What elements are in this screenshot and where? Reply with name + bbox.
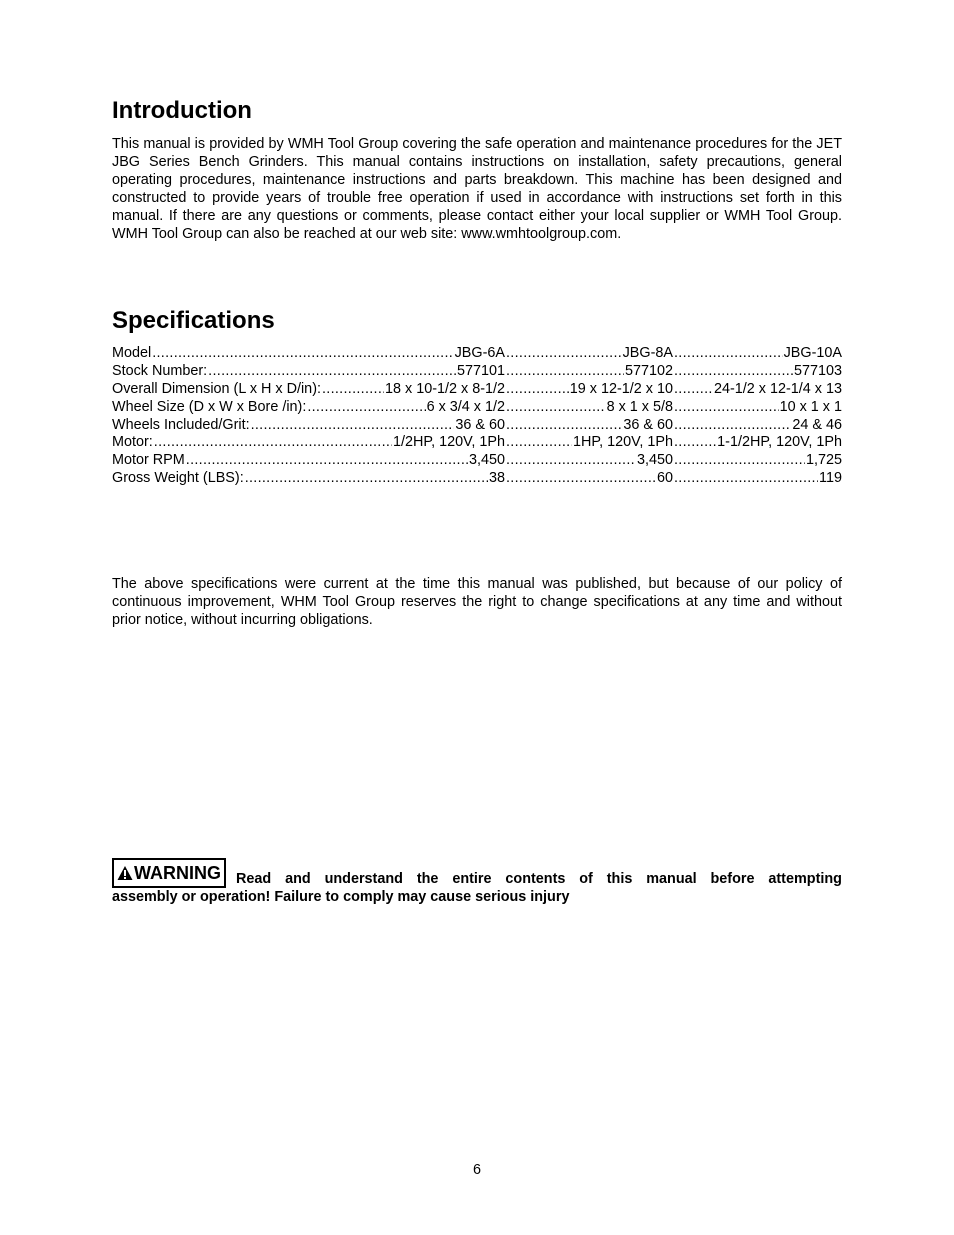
spec-value: 1-1/2HP, 120V, 1Ph (717, 434, 842, 451)
spec-value: 36 & 60 (623, 416, 673, 433)
dot-leader (152, 345, 453, 363)
spec-label: Stock Number: (112, 362, 208, 379)
spec-cell (505, 470, 673, 488)
dot-leader (506, 363, 624, 381)
spec-row (112, 381, 842, 399)
spec-value: 6 x 3/4 x 1/2 (426, 398, 505, 415)
warning-line-1 (112, 855, 842, 888)
warning-word: understand (324, 871, 403, 887)
warning-badge-label: WARNING (134, 863, 221, 883)
spec-value: 60 (656, 470, 673, 487)
spec-cell (112, 417, 505, 435)
spec-cell (673, 381, 842, 399)
spec-cell (673, 452, 842, 470)
spec-cell (673, 434, 842, 452)
warning-triangle-icon (117, 865, 133, 881)
spec-cell (112, 345, 505, 363)
spec-value: 577102 (624, 362, 673, 379)
dot-leader (208, 363, 456, 381)
spec-cell (505, 381, 673, 399)
dot-leader (506, 345, 622, 363)
warning-word: of (579, 871, 593, 887)
spec-label: Wheel Size (D x W x Bore /in): (112, 398, 307, 415)
warning-word: contents (505, 871, 566, 887)
spec-value: 3,450 (636, 452, 673, 469)
specifications-table (112, 345, 842, 488)
dot-leader (674, 434, 716, 452)
spec-value: 36 & 60 (455, 416, 505, 433)
spec-cell (505, 363, 673, 381)
spec-value: 19 x 12-1/2 x 10 (569, 380, 673, 397)
spec-value: 1,725 (805, 452, 842, 469)
page-number: 6 (472, 1162, 481, 1178)
dot-leader (674, 452, 805, 470)
spec-value: 18 x 10-1/2 x 8-1/2 (385, 380, 505, 397)
dot-leader (506, 452, 636, 470)
warning-word: and (285, 871, 311, 887)
dot-leader (506, 470, 656, 488)
warning-text-line-2: assembly or operation! Failure to comply may cause serious injury (112, 889, 570, 905)
dot-leader (251, 417, 455, 435)
spec-label: Overall Dimension (L x H x D/in): (112, 380, 321, 397)
warning-word: manual (646, 871, 697, 887)
dot-leader (506, 417, 622, 435)
introduction-paragraph: This manual is provided by WMH Tool Group covering the safe operation and maintenance procedures for the JET JBG Series Bench Grinders. This manual contains instructions on installation, safety precautions, general operating procedures, maintenance instructions and parts breakdown. This machine has been designed and constructed to provide years of trouble free operation if used in accordance with instructions set forth in this manual. If there are any questions or comments, please contact either your local supplier or WMH Tool Group. WMH Tool Group can also be reached at our web site: www.wmhtoolgroup.com. (112, 136, 842, 242)
spec-cell (673, 363, 842, 381)
spec-value: 577103 (793, 362, 842, 379)
spec-value: 1HP, 120V, 1Ph (572, 434, 673, 451)
spec-cell (505, 452, 673, 470)
spec-value: 24-1/2 x 12-1/4 x 13 (714, 380, 842, 397)
spec-cell (112, 452, 505, 470)
warning-badge (112, 858, 226, 888)
warning-word: attempting (768, 871, 842, 887)
dot-leader (674, 470, 818, 488)
warning-word: before (710, 871, 755, 887)
spec-value: JBG-8A (622, 345, 673, 361)
spec-label: Model (112, 345, 152, 361)
spec-cell (112, 399, 505, 417)
spec-cell (505, 417, 673, 435)
spec-value: 119 (819, 470, 842, 487)
dot-leader (674, 381, 713, 399)
warning-notice (112, 855, 842, 906)
spec-value: 577101 (456, 362, 505, 379)
spec-cell (112, 363, 505, 381)
spec-value: 1/2HP, 120V, 1Ph (392, 434, 505, 451)
dot-leader (307, 399, 425, 417)
spec-label: Motor RPM (112, 452, 185, 469)
dot-leader (674, 399, 779, 417)
dot-leader (245, 470, 488, 488)
spec-value: 38 (488, 470, 505, 487)
spec-cell (505, 399, 673, 417)
spec-cell (673, 345, 842, 363)
spec-row (112, 470, 842, 488)
spec-row (112, 417, 842, 435)
spec-label: Wheels Included/Grit: (112, 416, 250, 433)
spec-row (112, 399, 842, 417)
spec-cell (673, 417, 842, 435)
spec-value: JBG-10A (783, 345, 842, 361)
dot-leader (506, 434, 572, 452)
spec-row (112, 452, 842, 470)
warning-word: this (606, 871, 633, 887)
spec-row (112, 434, 842, 452)
spec-cell (112, 434, 505, 452)
warning-word: entire (452, 871, 492, 887)
dot-leader (322, 381, 384, 399)
dot-leader (674, 417, 791, 435)
warning-text-line-1 (236, 870, 842, 888)
spec-value: 24 & 46 (792, 416, 842, 433)
spec-cell (673, 399, 842, 417)
spec-cell (112, 470, 505, 488)
spec-cell (673, 470, 842, 488)
dot-leader (186, 452, 468, 470)
spec-cell (505, 345, 673, 363)
specifications-notice: The above specifications were current at the time this manual was published, but because of our policy of continuous improvement, WHM Tool Group reserves the right to change specifications at any time and without prior notice, without incurring obligations. (112, 576, 842, 628)
spec-label: Gross Weight (LBS): (112, 470, 244, 487)
spec-row (112, 363, 842, 381)
spec-cell (112, 381, 505, 399)
spec-row (112, 345, 842, 363)
introduction-heading: Introduction (112, 97, 252, 124)
spec-cell (505, 434, 673, 452)
spec-value: JBG-6A (454, 345, 505, 361)
dot-leader (674, 363, 793, 381)
warning-word: the (416, 871, 439, 887)
spec-value: 10 x 1 x 1 (779, 398, 842, 415)
spec-value: 3,450 (468, 452, 505, 469)
dot-leader (506, 381, 569, 399)
dot-leader (506, 399, 606, 417)
specifications-heading: Specifications (112, 307, 275, 334)
spec-value: 8 x 1 x 5/8 (606, 398, 673, 415)
warning-word: Read (236, 871, 272, 887)
spec-label: Motor: (112, 434, 153, 451)
dot-leader (674, 345, 783, 363)
dot-leader (154, 434, 392, 452)
